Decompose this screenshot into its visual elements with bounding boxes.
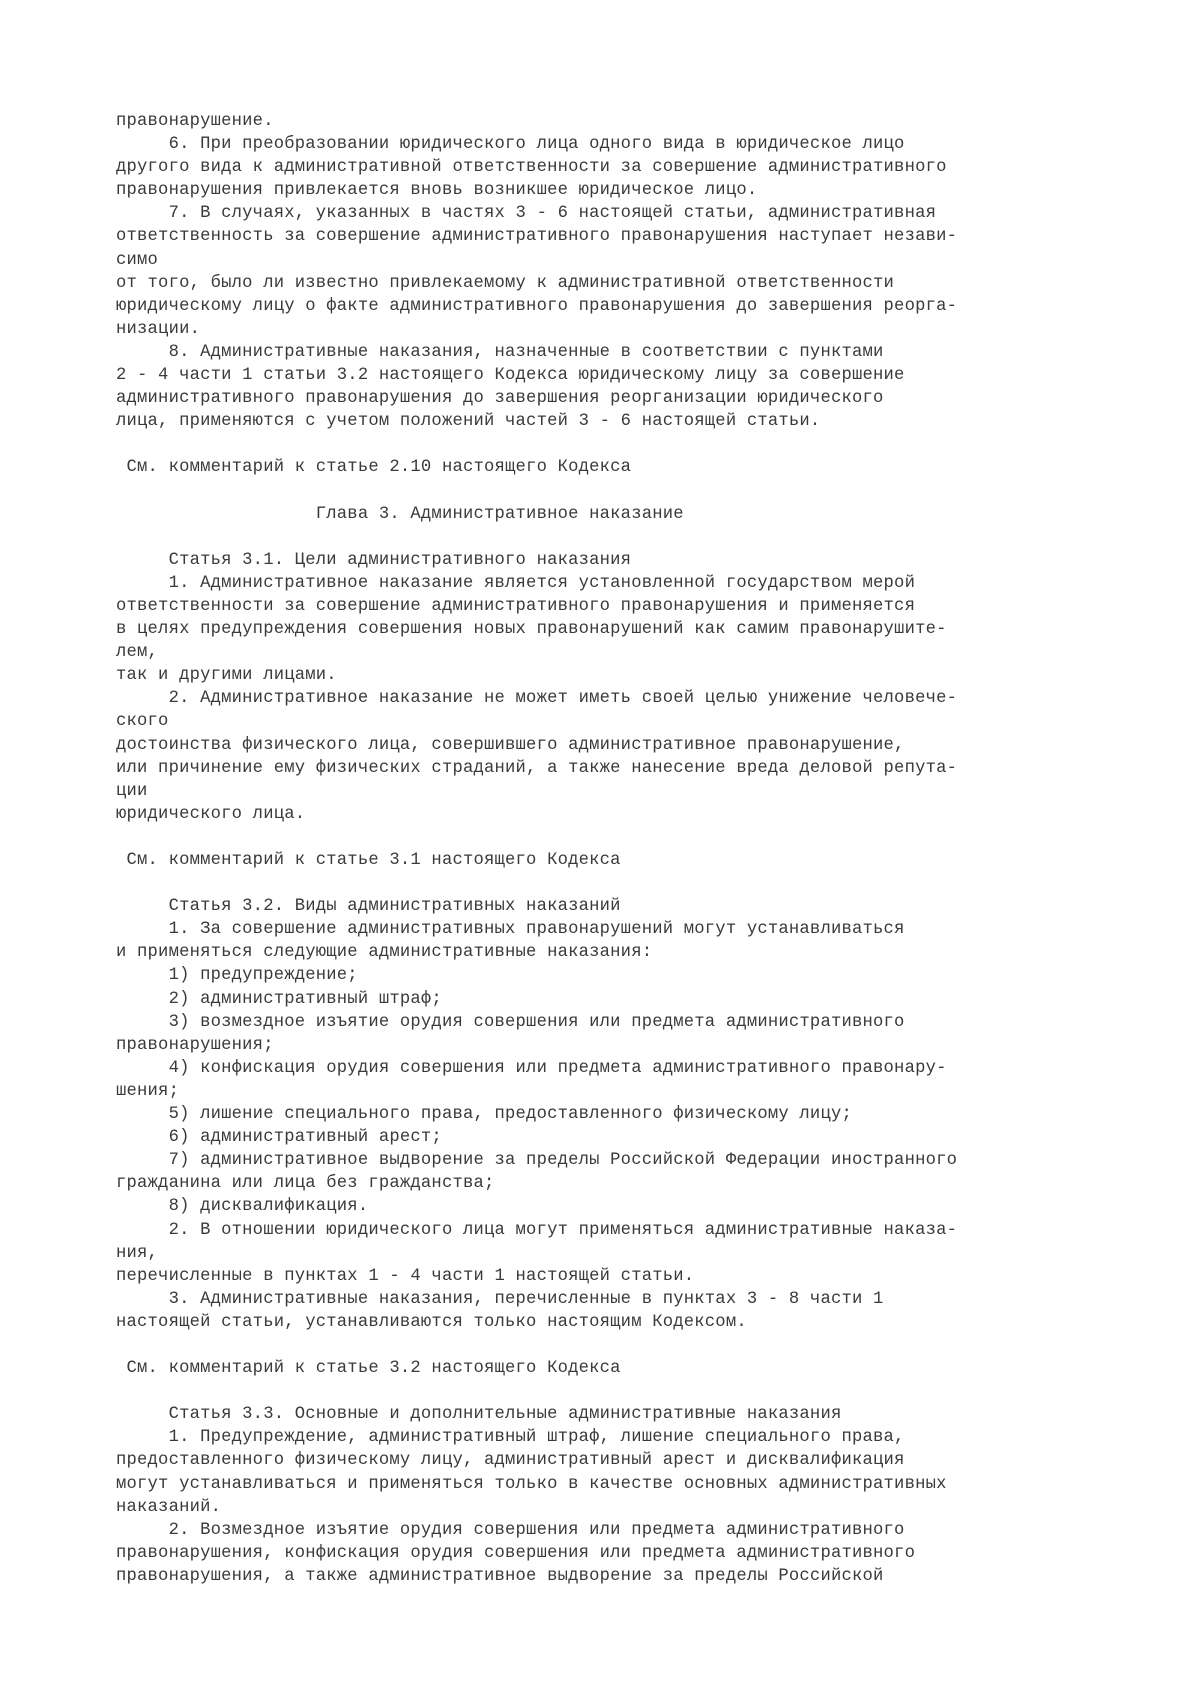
blank-line	[116, 1334, 1146, 1357]
text-line: ния,	[116, 1243, 159, 1263]
text-line: так и другими лицами.	[116, 666, 337, 686]
text-line: 4) конфискация орудия совершения или предмета административного правонару-	[116, 1058, 947, 1078]
text-line: юридическому лицу о факте административного правонарушения до завершения реорга-	[116, 296, 958, 316]
text-line: ответственности за совершение административного правонарушения и применяется	[116, 596, 916, 616]
text-line: правонарушения, конфискация орудия совершения или предмета административного	[116, 1543, 916, 1563]
text-line: 1. Предупреждение, административный штраф, лишение специального права,	[116, 1428, 905, 1448]
text-line: шения;	[116, 1081, 180, 1101]
blank-line	[116, 433, 1146, 456]
text-line: лем,	[116, 643, 159, 663]
article-heading: Статья 3.1. Цели административного наказания	[116, 550, 632, 570]
text-line: 8. Административные наказания, назначенные в соответствии с пунктами	[116, 342, 884, 362]
text-line: 2. Возмездное изъятие орудия совершения или предмета административного	[116, 1520, 905, 1540]
text-line: 6) административный арест;	[116, 1128, 442, 1148]
chapter-heading: Глава 3. Административное наказание	[116, 504, 684, 524]
text-line: юридического лица.	[116, 804, 306, 824]
commentary-reference: См. комментарий к статье 3.1 настоящего Кодекса	[116, 851, 621, 870]
article-heading: Статья 3.3. Основные и дополнительные административные наказания	[116, 1405, 842, 1425]
text-line: гражданина или лица без гражданства;	[116, 1174, 495, 1194]
text-line: правонарушение.	[116, 112, 274, 131]
commentary-reference: См. комментарий к статье 2.10 настоящего Кодекса	[116, 458, 632, 478]
text-line: 2 - 4 части 1 статьи 3.2 настоящего Кодекса юридическому лицу за совершение	[116, 366, 905, 386]
text-line: от того, было ли известно привлекаемому к административной ответственности	[116, 273, 895, 293]
blank-line	[116, 526, 1146, 549]
text-line: ции	[116, 781, 148, 801]
document-text	[116, 110, 1146, 1588]
text-line: перечисленные в пунктах 1 - 4 части 1 настоящей статьи.	[116, 1266, 695, 1286]
blank-line	[116, 826, 1146, 849]
text-line: или причинение ему физических страданий, а также нанесение вреда деловой репута-	[116, 758, 958, 778]
text-line: другого вида к административной ответственности за совершение административного	[116, 158, 947, 178]
text-line: симо	[116, 250, 159, 270]
text-line: и применяться следующие административные наказания:	[116, 943, 653, 963]
text-line: 7. В случаях, указанных в частях 3 - 6 настоящей статьи, административная	[116, 204, 937, 224]
text-line: низации.	[116, 319, 201, 339]
text-line: 8) дисквалификация.	[116, 1197, 369, 1217]
article-heading: Статья 3.2. Виды административных наказаний	[116, 897, 621, 917]
text-line: 5) лишение специального права, предоставленного физическому лицу;	[116, 1105, 852, 1125]
text-line: 3. Административные наказания, перечисленные в пунктах 3 - 8 части 1	[116, 1289, 884, 1309]
text-line: административного правонарушения до завершения реорганизации юридического	[116, 389, 884, 409]
text-line: предоставленного физическому лицу, административный арест и дисквалификация	[116, 1451, 905, 1471]
text-line: настоящей статьи, устанавливаются только настоящим Кодексом.	[116, 1312, 747, 1332]
text-line: правонарушения;	[116, 1035, 274, 1055]
text-line: в целях предупреждения совершения новых правонарушений как самим правонарушите-	[116, 620, 947, 640]
text-line: 2) административный штраф;	[116, 989, 442, 1009]
text-line: правонарушения привлекается вновь возникшее юридическое лицо.	[116, 181, 758, 201]
text-line: 1. За совершение административных правонарушений могут устанавливаться	[116, 920, 905, 940]
text-line: 1) предупреждение;	[116, 966, 358, 986]
text-line: 3) возмездное изъятие орудия совершения или предмета административного	[116, 1012, 905, 1032]
text-line: 7) административное выдворение за пределы Российской Федерации иностранного	[116, 1151, 958, 1171]
text-line: 2. Административное наказание не может иметь своей целью унижение человече-	[116, 689, 958, 709]
text-line: правонарушения, а также административное выдворение за пределы Российской	[116, 1566, 884, 1586]
text-line: ского	[116, 712, 169, 732]
text-line: 6. При преобразовании юридического лица одного вида в юридическое лицо	[116, 135, 905, 155]
text-line: лица, применяются с учетом положений частей 3 - 6 настоящей статьи.	[116, 412, 821, 432]
blank-line	[116, 1380, 1146, 1403]
text-line: 1. Административное наказание является установленной государством мерой	[116, 573, 916, 593]
text-line: наказаний.	[116, 1497, 222, 1517]
text-line: достоинства физического лица, совершившего административное правонарушение,	[116, 735, 905, 755]
blank-line	[116, 872, 1146, 895]
text-line: могут устанавливаться и применяться только в качестве основных административных	[116, 1474, 947, 1494]
text-line: ответственность за совершение административного правонарушения наступает незави-	[116, 227, 958, 247]
blank-line	[116, 480, 1146, 503]
text-line: 2. В отношении юридического лица могут применяться административные наказа-	[116, 1220, 958, 1240]
commentary-reference: См. комментарий к статье 3.2 настоящего Кодекса	[116, 1359, 621, 1379]
